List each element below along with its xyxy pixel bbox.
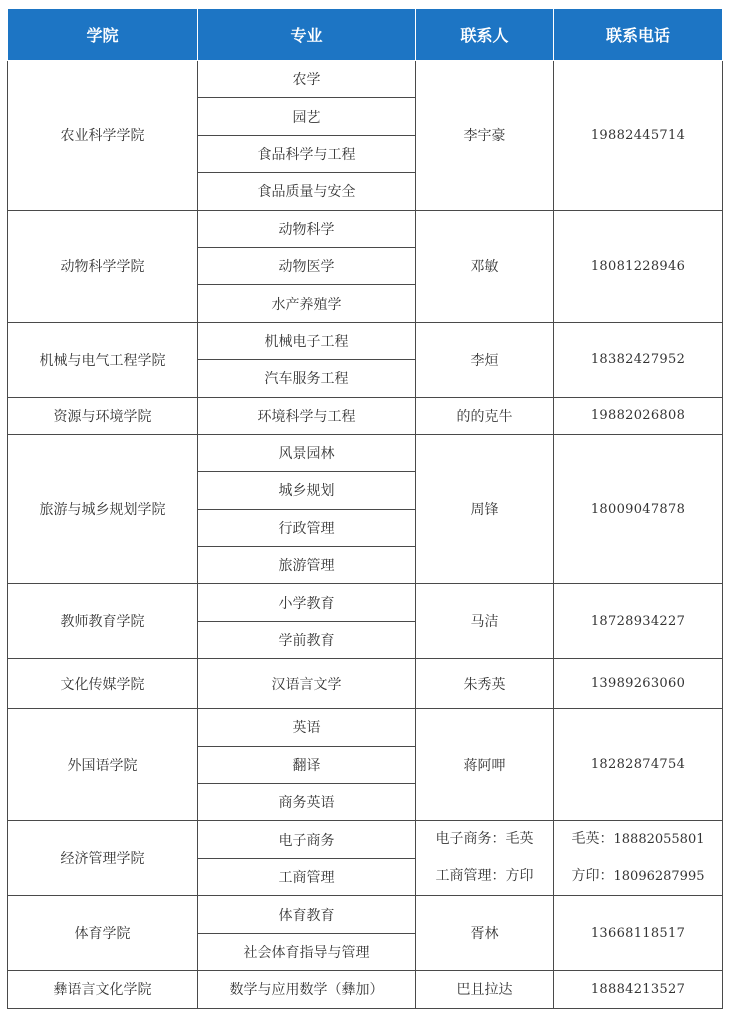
college-cell: 资源与环境学院 (8, 397, 198, 434)
phone-label: 毛英： (571, 831, 614, 848)
college-cell: 动物科学学院 (8, 210, 198, 322)
college-cell: 旅游与城乡规划学院 (8, 434, 198, 584)
header-college: 学院 (8, 9, 198, 61)
contact-label: 工商管理： (435, 868, 506, 885)
major-cell: 园艺 (198, 98, 416, 135)
phone-line (554, 821, 722, 858)
college-cell: 经济管理学院 (8, 821, 198, 896)
header-contact: 联系人 (416, 9, 554, 61)
header-phone: 联系电话 (554, 9, 723, 61)
phone-cell: 18382427952 (554, 322, 723, 397)
table-row (8, 210, 723, 247)
contact-cell: 的的克牛 (416, 397, 554, 434)
major-cell: 汽车服务工程 (198, 360, 416, 397)
table-row (8, 397, 723, 434)
table-row (8, 896, 723, 933)
phone-line (554, 858, 722, 895)
contact-cell: 巴且拉达 (416, 971, 554, 1008)
contact-label: 电子商务： (435, 831, 506, 848)
major-cell: 社会体育指导与管理 (198, 933, 416, 970)
contact-cell: 朱秀英 (416, 659, 554, 709)
phone-cell: 19882026808 (554, 397, 723, 434)
major-cell: 行政管理 (198, 509, 416, 546)
major-cell: 数学与应用数学（彝加） (198, 971, 416, 1008)
college-cell: 文化传媒学院 (8, 659, 198, 709)
college-cell: 机械与电气工程学院 (8, 322, 198, 397)
table-row (8, 61, 723, 98)
major-cell: 商务英语 (198, 784, 416, 821)
major-cell: 工商管理 (198, 858, 416, 896)
college-cell: 体育学院 (8, 896, 198, 971)
college-cell: 教师教育学院 (8, 584, 198, 659)
contact-name: 毛英 (505, 831, 534, 848)
phone-label: 方印： (571, 868, 614, 885)
major-cell: 汉语言文学 (198, 659, 416, 709)
major-cell: 动物医学 (198, 247, 416, 284)
contact-table (7, 8, 723, 1009)
table-row (8, 659, 723, 709)
table-row (8, 971, 723, 1008)
phone-cell: 18009047878 (554, 434, 723, 584)
major-cell: 学前教育 (198, 621, 416, 658)
phone-cell: 18728934227 (554, 584, 723, 659)
major-cell: 英语 (198, 709, 416, 746)
phone-cell: 18081228946 (554, 210, 723, 322)
table-row (8, 434, 723, 471)
contact-cell: 周锋 (416, 434, 554, 584)
phone-number: 18096287995 (613, 869, 705, 885)
phone-cell (554, 821, 723, 896)
contact-cell: 蒋阿呷 (416, 709, 554, 821)
major-cell: 风景园林 (198, 434, 416, 471)
header-major: 专业 (198, 9, 416, 61)
major-cell: 动物科学 (198, 210, 416, 247)
phone-cell: 19882445714 (554, 61, 723, 211)
phone-number: 18882055801 (613, 832, 705, 848)
phone-cell: 13989263060 (554, 659, 723, 709)
table-row (8, 322, 723, 359)
contact-cell: 李烜 (416, 322, 554, 397)
phone-cell: 18282874754 (554, 709, 723, 821)
contact-line (416, 858, 553, 895)
major-cell: 农学 (198, 61, 416, 98)
table-row (8, 821, 723, 859)
major-cell: 食品质量与安全 (198, 173, 416, 210)
contact-cell: 李宇豪 (416, 61, 554, 211)
table-row (8, 709, 723, 746)
major-cell: 体育教育 (198, 896, 416, 933)
major-cell: 环境科学与工程 (198, 397, 416, 434)
college-cell: 彝语言文化学院 (8, 971, 198, 1008)
college-cell: 外国语学院 (8, 709, 198, 821)
table-row (8, 584, 723, 621)
contact-cell (416, 821, 554, 896)
phone-cell: 18884213527 (554, 971, 723, 1008)
major-cell: 翻译 (198, 746, 416, 783)
major-cell: 水产养殖学 (198, 285, 416, 322)
phone-cell: 13668118517 (554, 896, 723, 971)
contact-line (416, 821, 553, 858)
contact-cell: 邓敏 (416, 210, 554, 322)
college-cell: 农业科学学院 (8, 61, 198, 211)
major-cell: 食品科学与工程 (198, 135, 416, 172)
header-row (8, 9, 723, 61)
contact-cell: 胥林 (416, 896, 554, 971)
major-cell: 城乡规划 (198, 472, 416, 509)
major-cell: 旅游管理 (198, 547, 416, 584)
major-cell: 电子商务 (198, 821, 416, 859)
contact-cell: 马洁 (416, 584, 554, 659)
major-cell: 机械电子工程 (198, 322, 416, 359)
major-cell: 小学教育 (198, 584, 416, 621)
contact-name: 方印 (505, 868, 534, 885)
